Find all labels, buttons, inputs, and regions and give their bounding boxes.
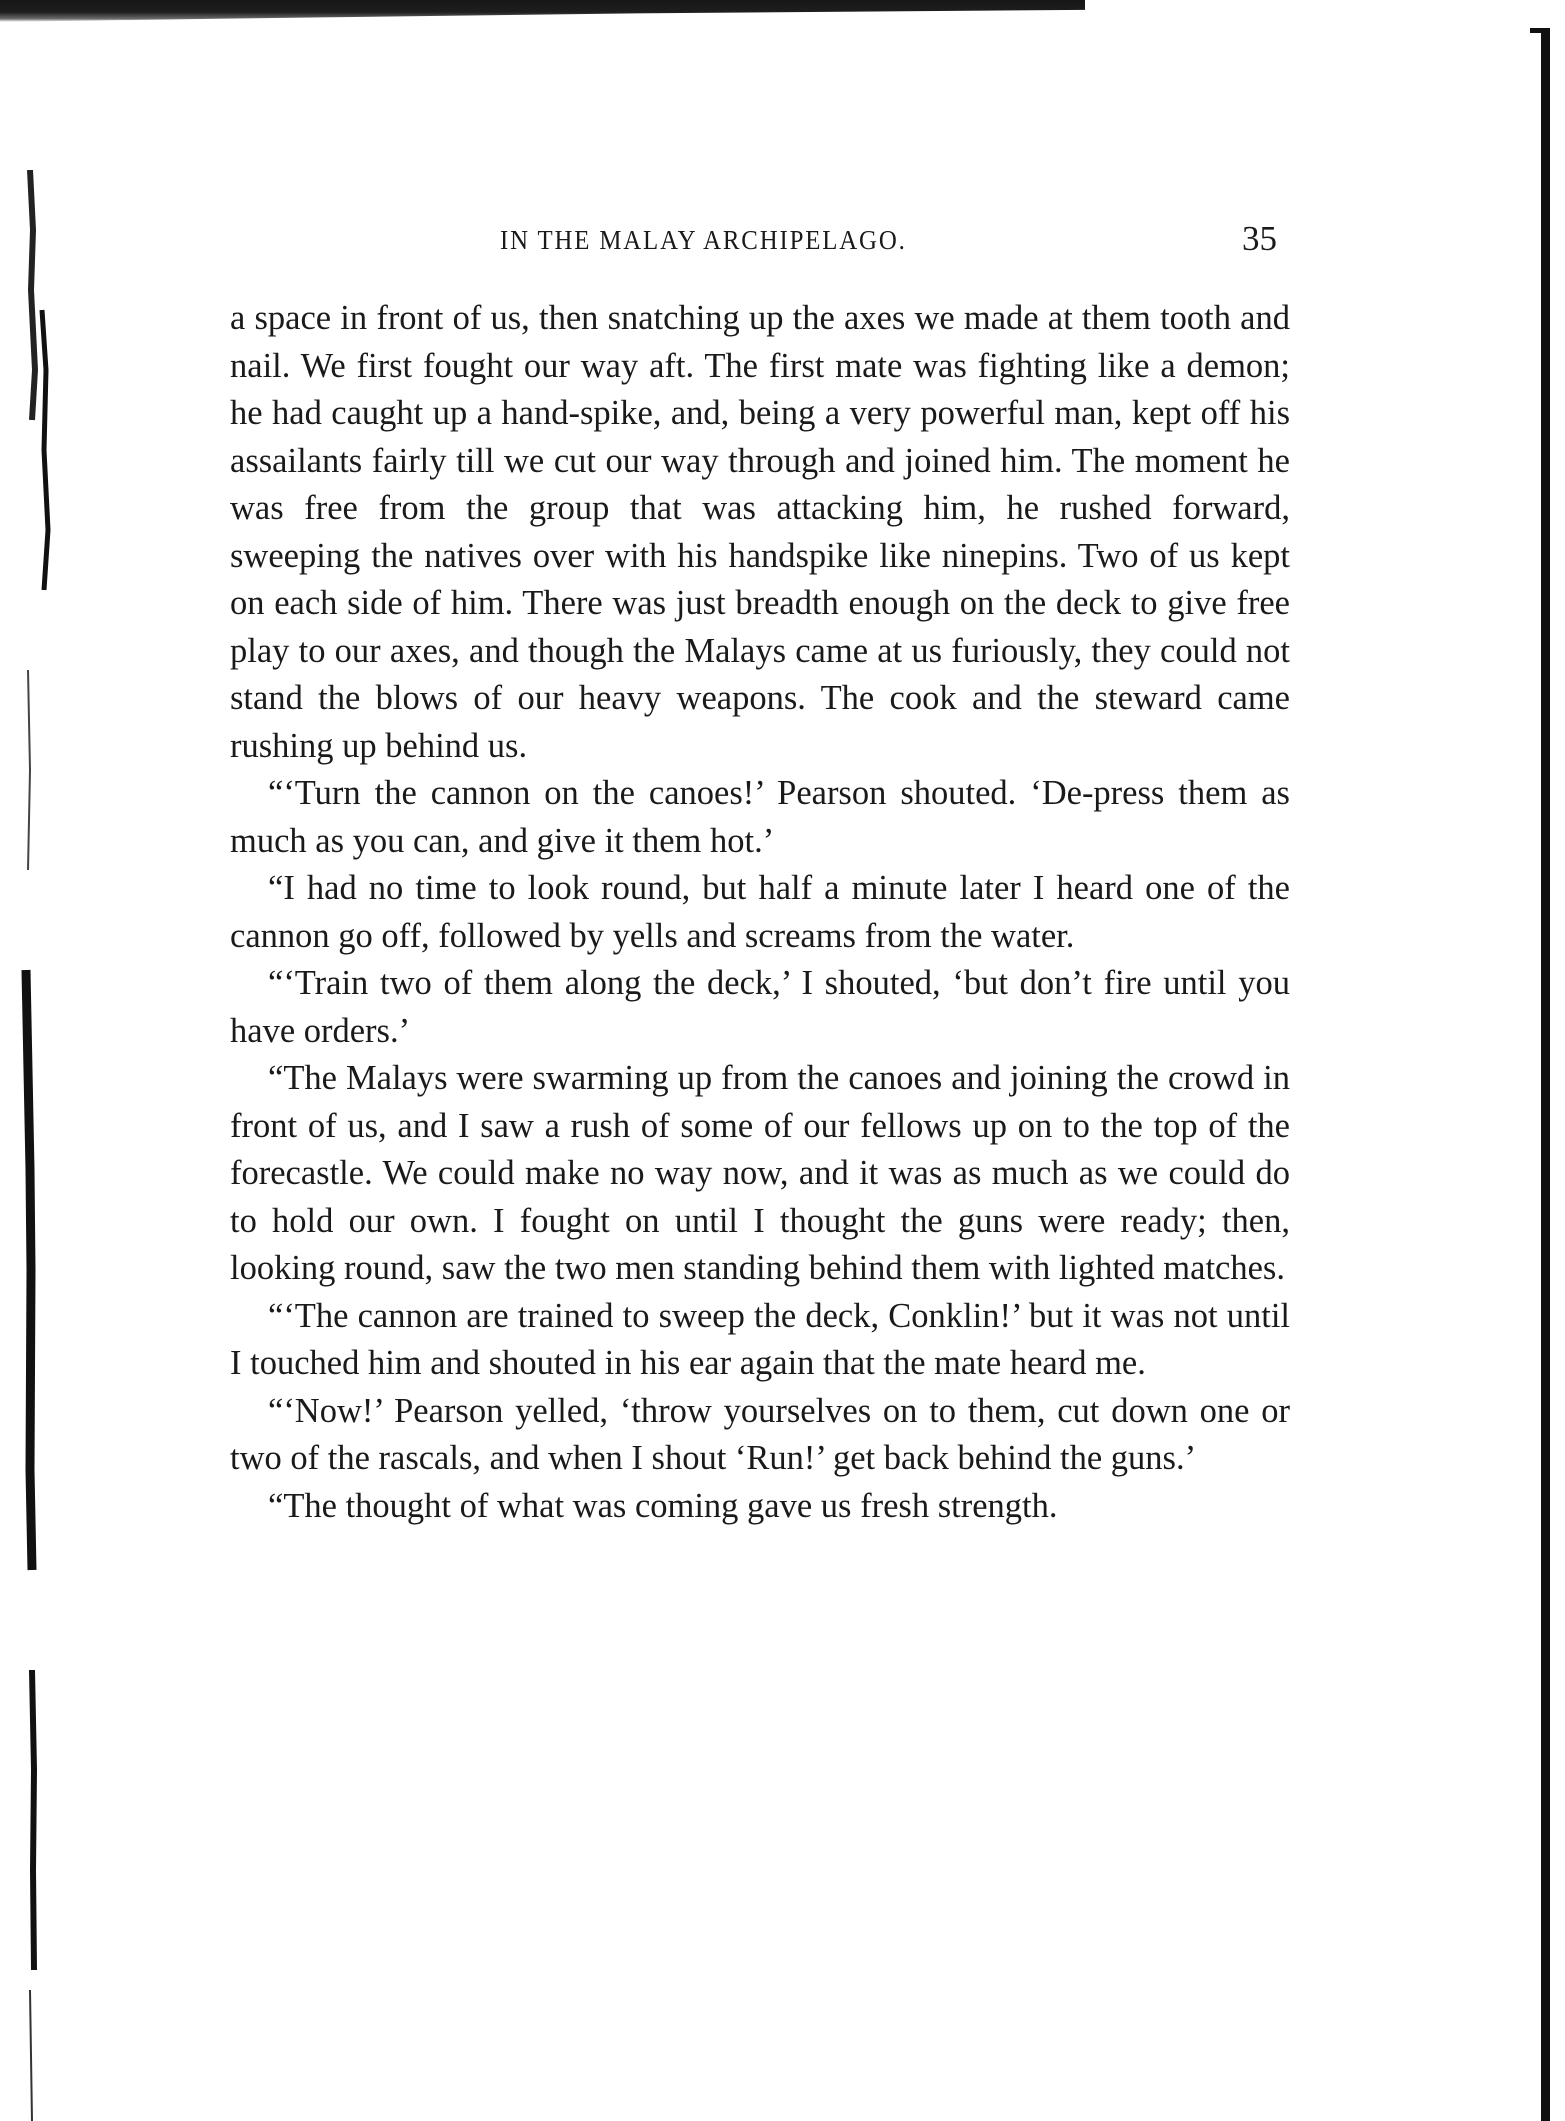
scan-top-edge-shadow <box>0 0 1085 22</box>
paragraph: “The thought of what was coming gave us fresh strength. <box>268 1486 1058 1525</box>
paragraph: “The Malays were swarming up from the canoes and joining the crowd in front of us, and I saw a rush of some of our fellows up on to the top of the forecastle. We could make no way now, and it was as much as we could do to hold our own. I fought on until I thought the guns were ready; then, looking round, saw the two men standing behind them with lighted matches. <box>230 1059 1290 1287</box>
body-text <box>230 295 1290 1530</box>
paragraph: “‘Turn the cannon on the canoes!’ Pearson shouted. ‘De-press them as much as you can, and give it them hot.’ <box>230 774 1290 860</box>
paragraph: “‘Now!’ Pearson yelled, ‘throw yourselves on to them, cut down one or two of the rascals, and when I shout ‘Run!’ get back behind the guns.’ <box>230 1391 1290 1477</box>
scan-left-binding-marks <box>18 170 58 2121</box>
running-head <box>230 219 1290 285</box>
paragraph: “‘Train two of them along the deck,’ I shouted, ‘but don’t fire until you have orders.’ <box>230 964 1290 1050</box>
running-title: IN THE MALAY ARCHIPELAGO. <box>500 225 907 255</box>
paragraph: “‘The cannon are trained to sweep the deck, Conklin!’ but it was not until I touched him and shouted in his ear again that the mate heard me. <box>230 1296 1290 1382</box>
paragraph: a space in front of us, then snatching up the axes we made at them tooth and nail. We first fought our way aft. The first mate was fighting like a demon; he had caught up a hand-spike, and, being a very powerful man, kept off his assailants fairly till we cut our way through and joined him. The moment he was free from the group that was attacking him, he rushed forward, sweeping the natives over with his handspike like ninepins. Two of us kept on each side of him. There was just breadth enough on the deck to give free play to our axes, and though the Malays came at us furiously, they could not stand the blows of our heavy weapons. The cook and the steward came rushing up behind us. <box>230 299 1290 765</box>
page-number: 35 <box>1242 219 1277 258</box>
scan-right-edge-shadow <box>1541 28 1550 2121</box>
book-page <box>230 219 1290 1530</box>
paragraph: “I had no time to look round, but half a minute later I heard one of the cannon go off, followed by yells and screams from the water. <box>230 869 1290 955</box>
